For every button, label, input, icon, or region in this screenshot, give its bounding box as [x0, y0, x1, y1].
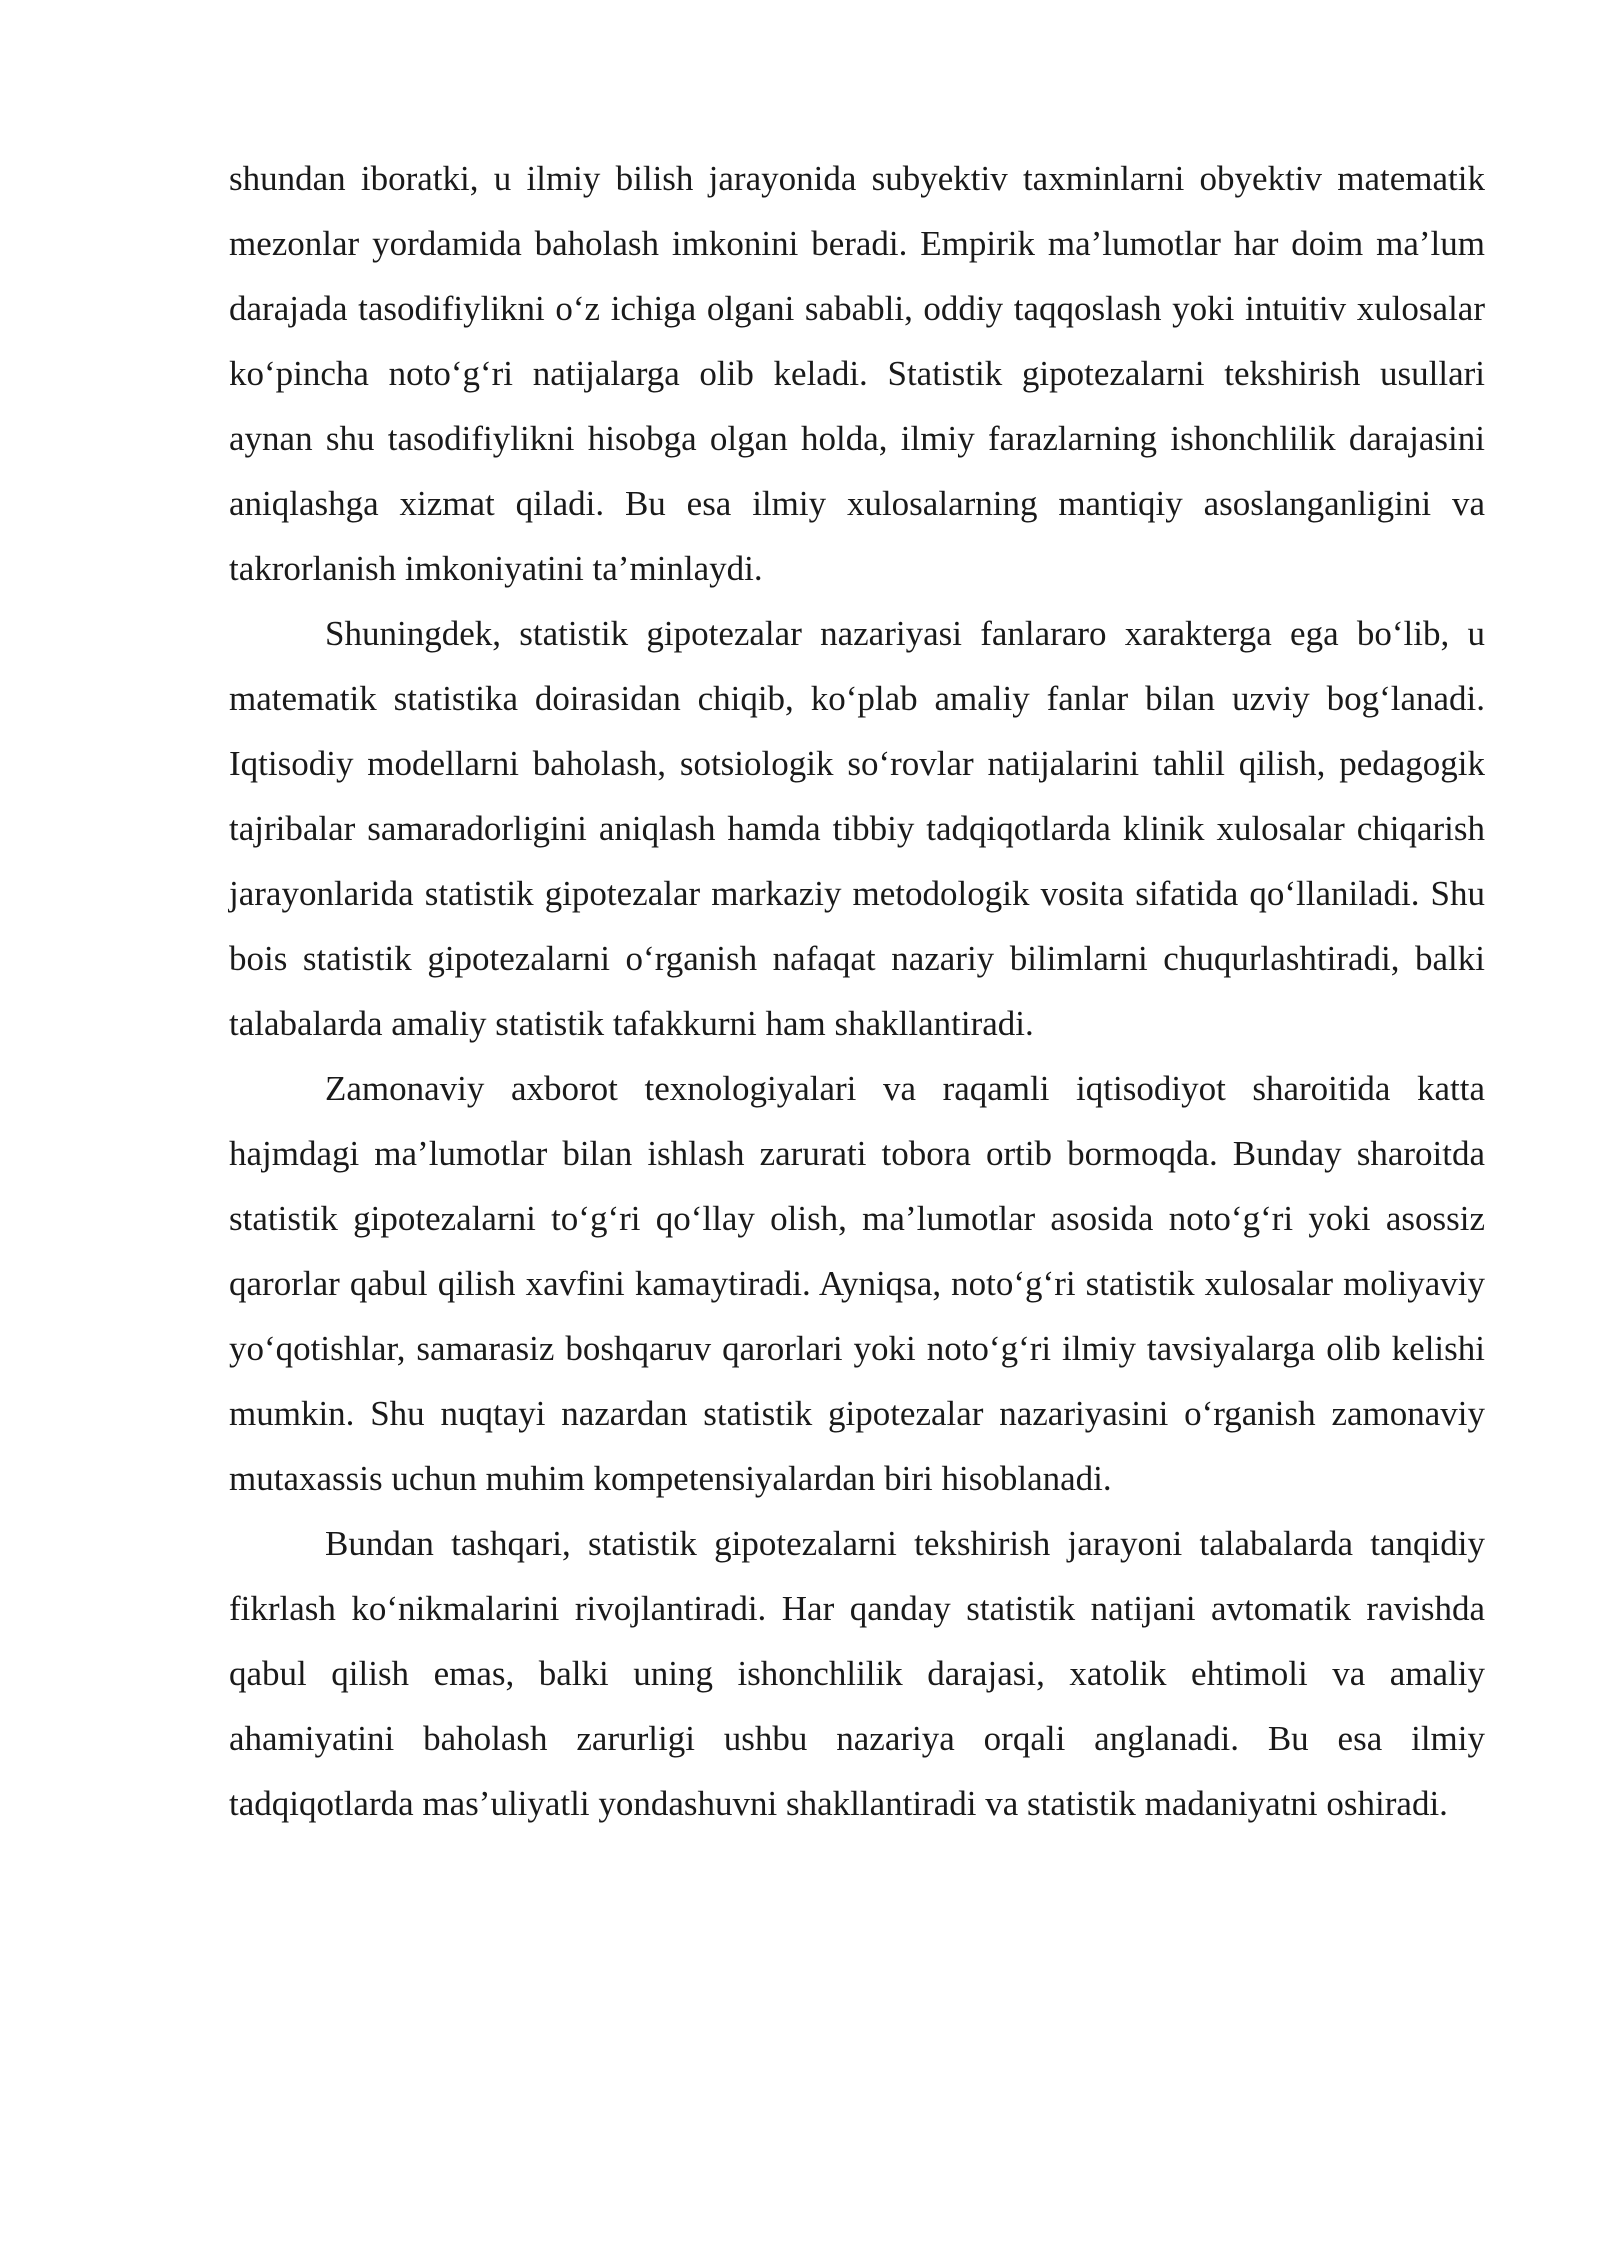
- paragraph-interdisciplinary: Shuningdek, statistik gipotezalar nazariyasi fanlararo xarakterga ega bo‘lib, u matematik statistika doirasidan chiqib, ko‘plab amaliy fanlar bilan uzviy bog‘lanadi. Iqtisodiy modellarni baholash, sotsiologik so‘rovlar natijalarini tahlil qilish, pedagogik tajribalar samaradorligini aniqlash hamda tibbiy tadqiqotlarda klinik xulosalar chiqarish jarayonlarida statistik gipotezalar markaziy metodologik vosita sifatida qo‘llaniladi. Shu bois statistik gipotezalarni o‘rganish nafaqat nazariy bilimlarni chuqurlashtiradi, balki talabalarda amaliy statistik tafakkurni ham shakllantiradi.: [229, 614, 1485, 1043]
- body-text: [229, 146, 1485, 1836]
- paragraph-modern-technology: Zamonaviy axborot texnologiyalari va raqamli iqtisodiyot sharoitida katta hajmdagi ma’lumotlar bilan ishlash zarurati tobora ortib bormoqda. Bunday sharoitda statistik gipotezalarni to‘g‘ri qo‘llay olish, ma’lumotlar asosida noto‘g‘ri yoki asossiz qarorlar qabul qilish xavfini kamaytiradi. Ayniqsa, noto‘g‘ri statistik xulosalar moliyaviy yo‘qotishlar, samarasiz boshqaruv qarorlari yoki noto‘g‘ri ilmiy tavsiyalarga olib kelishi mumkin. Shu nuqtayi nazardan statistik gipotezalar nazariyasini o‘rganish zamonaviy mutaxassis uchun muhim kompetensiyalardan biri hisoblanadi.: [229, 1069, 1485, 1498]
- paragraph-continued: shundan iboratki, u ilmiy bilish jarayonida subyektiv taxminlarni obyektiv matematik mezonlar yordamida baholash imkonini beradi. Empirik ma’lumotlar har doim ma’lum darajada tasodifiylikni o‘z ichiga olgani sababli, oddiy taqqoslash yoki intuitiv xulosalar ko‘pincha noto‘g‘ri natijalarga olib keladi. Statistik gipotezalarni tekshirish usullari aynan shu tasodifiylikni hisobga olgan holda, ilmiy farazlarning ishonchlilik darajasini aniqlashga xizmat qiladi. Bu esa ilmiy xulosalarning mantiqiy asoslanganligini va takrorlanish imkoniyatini ta’minlaydi.: [229, 159, 1485, 588]
- paragraph-critical-thinking: Bundan tashqari, statistik gipotezalarni tekshirish jarayoni talabalarda tanqidiy fikrlash ko‘nikmalarini rivojlantiradi. Har qanday statistik natijani avtomatik ravishda qabul qilish emas, balki uning ishonchlilik darajasi, xatolik ehtimoli va amaliy ahamiyatini baholash zarurligi ushbu nazariya orqali anglanadi. Bu esa ilmiy tadqiqotlarda mas’uliyatli yondashuvni shakllantiradi va statistik madaniyatni oshiradi.: [229, 1524, 1485, 1823]
